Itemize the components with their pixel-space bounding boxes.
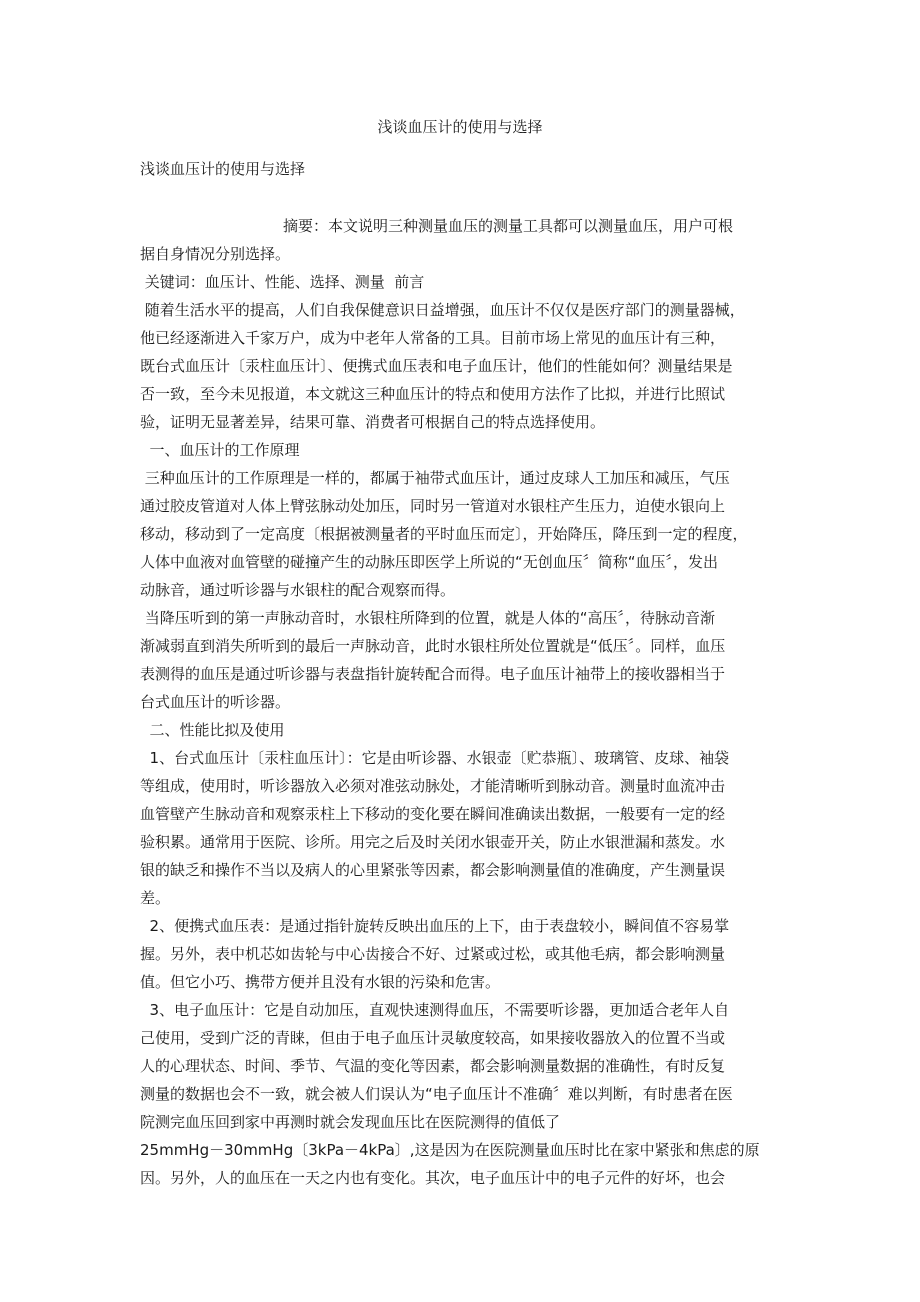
document-subtitle: 浅谈血压计的使用与选择 bbox=[140, 160, 306, 178]
text-line: 据自身情况分别选择。 bbox=[140, 245, 291, 263]
text-line: 随着生活水平的提高，人们自我保健意识日益增强，血压计不仅仅是医疗部门的测量器械， bbox=[140, 301, 745, 319]
text-line: 握。另外，表中机芯如齿轮与中心齿接合不好、过紧或过松，或其他毛病，都会影响测量 bbox=[140, 945, 726, 963]
text-line: 三种血压计的工作原理是一样的，都属于袖带式血压计，通过皮球人工加压和减压，气压 bbox=[140, 469, 730, 487]
text-line: 测量的数据也会不一致，就会被人们误认为“电子血压计不准确〞难以判断，有时患者在医 bbox=[140, 1085, 733, 1103]
text-line: 摘要：本文说明三种测量血压的测量工具都可以测量血压，用户可根 bbox=[140, 217, 734, 235]
text-line: 移动，移动到了一定高度〔根据被测量者的平时血压而定〕，开始降压，降压到一定的程度， bbox=[140, 525, 748, 543]
text-line: 通过胶皮管道对人体上臂弦脉动处加压，同时另一管道对水银柱产生压力，迫使水银向上 bbox=[140, 497, 726, 515]
text-line: 既台式血压计〔汞柱血压计〕、便携式血压表和电子血压计，他们的性能如何？测量结果是 bbox=[140, 357, 733, 375]
text-line: 差。 bbox=[140, 889, 171, 907]
text-line: 验，证明无显著差异，结果可靠、消费者可根据自己的特点选择使用。 bbox=[140, 413, 606, 431]
text-line: 表测得的血压是通过听诊器与表盘指针旋转配合而得。电子血压计袖带上的接收器相当于 bbox=[140, 665, 726, 683]
text-line: 二、性能比拟及使用 bbox=[140, 721, 285, 739]
text-line: 银的缺乏和操作不当以及病人的心里紧张等因素，都会影响测量值的准确度，产生测量误 bbox=[140, 861, 726, 879]
text-line: 等组成，使用时，听诊器放入必须对准弦动脉处，才能清晰听到脉动音。测量时血流冲击 bbox=[140, 777, 726, 795]
text-line: 关键词：血压计、性能、选择、测量 前言 bbox=[140, 273, 425, 291]
text-line: 验积累。通常用于医院、诊所。用完之后及时关闭水银壶开关，防止水银泄漏和蒸发。水 bbox=[140, 833, 726, 851]
document-body bbox=[140, 212, 782, 1192]
text-line: 值。但它小巧、携带方便并且没有水银的污染和危害。 bbox=[140, 973, 501, 991]
text-line: 渐减弱直到消失所听到的最后一声脉动音，此时水银柱所处位置就是“低压〞。同样，血压 bbox=[140, 637, 726, 655]
text-line: 己使用，受到广泛的青睐，但由于电子血压计灵敏度较高，如果接收器放入的位置不当或 bbox=[140, 1029, 726, 1047]
text-line: 25mmHg－30mmHg〔3kPa－4kPa〕,这是因为在医院测量血压时比在家中紧张和焦虑的原 bbox=[140, 1141, 760, 1159]
text-line: 当降压听到的第一声脉动音时，水银柱所降到的位置，就是人体的“高压〞，待脉动音渐 bbox=[140, 609, 716, 627]
text-line: 院测完血压回到家中再测时就会发现血压比在医院测得的值低了 bbox=[140, 1113, 561, 1131]
text-line: 否一致，至今未见报道，本文就这三种血压计的特点和使用方法作了比拟，并进行比照试 bbox=[140, 385, 726, 403]
text-line: 2、便携式血压表：是通过指针旋转反映出血压的上下，由于表盘较小，瞬间值不容易掌 bbox=[140, 917, 730, 935]
text-line: 1、台式血压计〔汞柱血压计〕：它是由听诊器、水银壶〔贮恭瓶〕、玻璃管、皮球、袖袋 bbox=[140, 749, 730, 767]
text-line: 一、血压计的工作原理 bbox=[140, 441, 300, 459]
text-line: 台式血压计的听诊器。 bbox=[140, 693, 291, 711]
text-line: 因。另外，人的血压在一天之内也有变化。其次，电子血压计中的电子元件的好坏，也会 bbox=[140, 1169, 726, 1187]
text-line: 他已经逐渐进入千家万户，成为中老年人常备的工具。目前市场上常见的血压计有三种， bbox=[140, 329, 726, 347]
text-line: 动脉音，通过听诊器与水银柱的配合观察而得。 bbox=[140, 581, 456, 599]
text-line: 3、电子血压计：它是自动加压，直观快速测得血压，不需要听诊器，更加适合老年人自 bbox=[140, 1001, 730, 1019]
text-line: 人的心理状态、时间、季节、气温的变化等因素，都会影响测量数据的准确性，有时反复 bbox=[140, 1057, 726, 1075]
text-line: 血管壁产生脉动音和观察汞柱上下移动的变化要在瞬间准确读出数据，一般要有一定的经 bbox=[140, 805, 726, 823]
page-title: 浅谈血压计的使用与选择 bbox=[377, 118, 543, 136]
text-line: 人体中血液对血管壁的碰撞产生的动脉压即医学上所说的“无创血压〞简称“血压〞，发出 bbox=[140, 553, 719, 571]
